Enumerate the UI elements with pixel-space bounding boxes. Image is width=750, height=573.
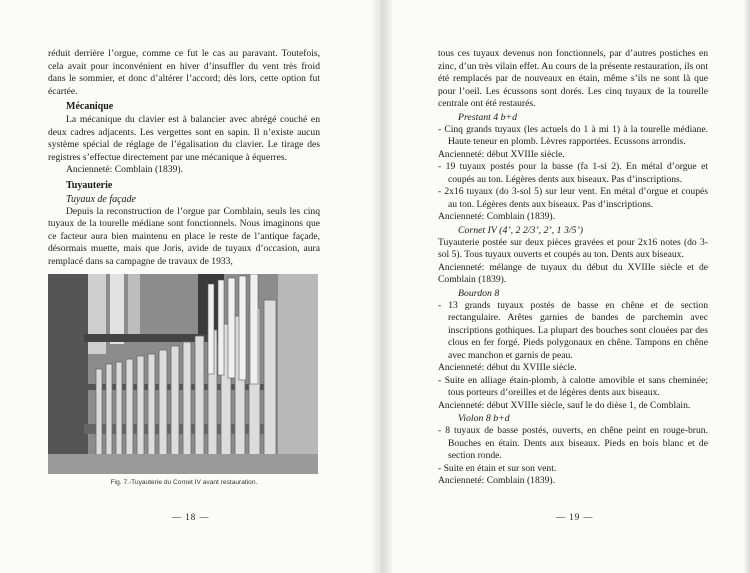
organ-pipes-photo (48, 274, 318, 474)
list-item: - Suite en étain et sur son vent. (438, 462, 557, 474)
list-item: - Cinq grands tuyaux (les actuels do 1 à mi 1) à la tourelle médiane. Haute teneur en plomb. Lèvres rapportées. Ecussons arrondis. (438, 123, 708, 147)
right-page (438, 48, 708, 488)
paragraph: réduit derrière l’orgue, comme ce fut le cas au paravant. Toutefois, cela avait pour inconvénient en hiver d’insuffler du vent très froid dans le sommier, et donc d’altérer l’accord; dès lors, cette option fut écartée. (48, 48, 320, 97)
heading-tuyauterie: Tuyauterie (66, 179, 113, 191)
stop-heading-violon: Violon 8 b+d (458, 413, 510, 424)
paragraph: Depuis la reconstruction de l’orgue par Comblain, seuls les cinq tuyaux de la tourelle médiane sont fonctionnels. Nous imaginons que ce facteur aura bien maintenu en place le reste de l’antique façade, désormais muette, mais que Joris, avide de tuyaux d’occasion, aura remplacé dans sa campagne de travaux de 1933, (48, 205, 320, 267)
list-item: - 2x16 tuyaux (do 3-sol 5) sur leur vent. En métal d’orgue et coupés au ton. Légères dents aux biseaux. Pas d’inscriptions. (438, 186, 708, 210)
stop-heading-cornet: Cornet IV (4’, 2 2/3’, 2’, 1 3/5’) (458, 224, 583, 236)
anciennete-line: Ancienneté: Comblain (1839). (66, 164, 183, 175)
anciennete-line: Ancienneté: mélange de tuyaux du début du XVIIIe siècle et de Comblain (1839). (438, 261, 708, 285)
anciennete-line: Ancienneté: début XVIIIe siècle. (438, 148, 565, 160)
list-item: - 8 tuyaux de basse postés, ouverts, en chêne peint en rouge-brun. Bouches en étain. Dents aux biseaux. Pieds en bois blanc et de section ronde. (438, 425, 708, 461)
page-number-left: — 18 — (172, 512, 210, 522)
anciennete-line: Ancienneté: Comblain (1839). (438, 211, 555, 222)
page-edge (744, 0, 750, 573)
list-item: - 13 grands tuyaux postés de basse en chêne et de section rectangulaire. Arêtes garnies de bandes de parchemin avec inscriptions gothiques. La plupart des bouches sont clouées par des clous en fer forgé. Pieds polygonaux en chêne. Tampons en chêne avec manchon et garnis de peau. (438, 299, 708, 361)
subheading-facade: Tuyaux de façade (66, 193, 136, 205)
page-number-right: — 19 — (556, 512, 594, 522)
stop-heading-prestant: Prestant 4 b+d (458, 111, 518, 123)
paragraph: La mécanique du clavier est à balancier avec abrégé couché en deux cadres adjacents. Les vergettes sont en sapin. Il n’existe aucun système spécial de réglage de l’égalisation du clavier. Le tirage des registres s’effectue directement par une mécanique à équerres. (48, 114, 320, 163)
organ-pipes-illustration (48, 274, 318, 474)
left-page (48, 48, 320, 486)
heading-mecanique: Mécanique (66, 101, 114, 112)
figure-caption: Fig. 7.-Tuyauterie du Cornet IV avant restauration. (110, 479, 258, 486)
list-item: - 19 tuyaux postés pour la basse (fa 1-si 2). En métal d’orgue et coupés au ton. Légères dents aux biseaux. Pas d’inscriptions. (438, 161, 708, 185)
list-item: - Suite en alliage étain-plomb, à calotte amovible et sans cheminée; tous porteurs d’oreilles et de légères dents aux biseaux. (438, 374, 708, 398)
anciennete-line: Ancienneté: début du XVIIIe siècle. (438, 362, 577, 373)
anciennete-line: Ancienneté: début XVIIIe siècle, sauf le do dièse 1, de Comblain. (438, 399, 691, 411)
book-spine (370, 0, 392, 573)
paragraph: tous ces tuyaux devenus non fonctionnels, par d’autres postiches en zinc, d’un très vilain effet. Au cours de la présente restauration, ils ont été remplacés par de nouveaux en étain, même s’ils ne sont là que pour l’oeil. Les écussons sont dorés. Les cinq tuyaux de la tourelle centrale ont été restaurés. (438, 48, 708, 109)
paragraph: Tuyauterie postée sur deux pièces gravées et pour 2x16 notes (do 3-sol 5). Tous tuyaux ouverts et coupés au ton. Dents aux biseaux. (438, 236, 708, 260)
anciennete-line: Ancienneté: Comblain (1839). (438, 475, 555, 486)
stop-heading-bourdon: Bourdon 8 (458, 287, 500, 299)
